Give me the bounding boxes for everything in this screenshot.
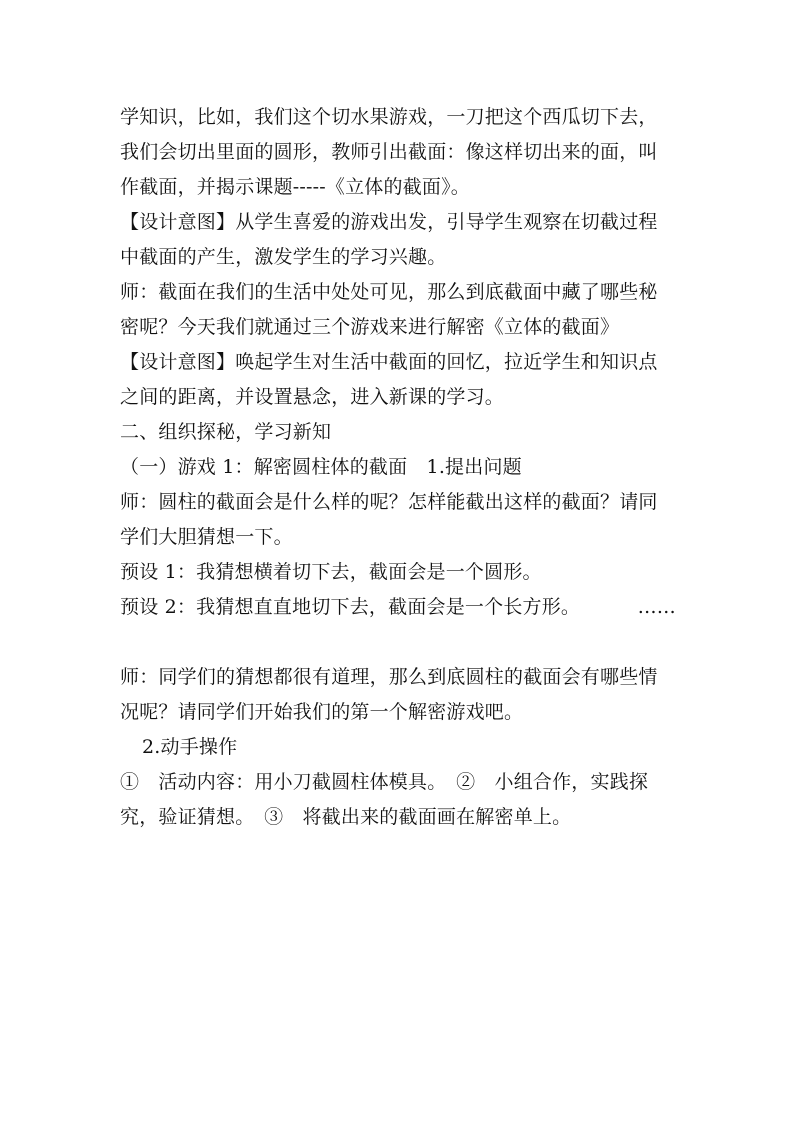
paragraph-cylinder-question: 师：圆柱的截面会是什么样的呢？怎样能截出这样的截面？请同学们大胆猜想一下。 [120, 491, 658, 548]
paragraph-preset-1: 预设 1：我猜想横着切下去，截面会是一个圆形。 [120, 561, 542, 583]
paragraph-activity-steps: ① 活动内容：用小刀截圆柱体模具。 ② 小组合作，实践探究，验证猜想。 ③ 将截出来的截面画在解密单上。 [120, 771, 649, 828]
paragraph-intro: 学知识，比如，我们这个切水果游戏，一刀把这个西瓜切下去，我们会切出里面的圆形，教师引出截面：像这样切出来的面，叫作截面，并揭示课题-----《立体的截面》。 [120, 106, 658, 198]
paragraph-preset-2: 预设 2：我猜想直直地切下去，截面会是一个长方形。 [120, 596, 581, 618]
ellipsis-text: …… [637, 596, 676, 618]
step-heading-hands-on: 2.动手操作 [142, 736, 238, 758]
paragraph-design-intent-2: 【设计意图】唤起学生对生活中截面的回忆，拉近学生和知识点之间的距离，并设置悬念，进入新课的学习。 [120, 351, 658, 408]
paragraph-design-intent-1: 【设计意图】从学生喜爱的游戏出发，引导学生观察在切截过程中截面的产生，激发学生的学习兴趣。 [120, 211, 658, 268]
blank-line [120, 625, 676, 660]
paragraph-teacher-transition: 师：同学们的猜想都很有道理，那么到底圆柱的截面会有哪些情况呢？请同学们开始我们的第一个解密游戏吧。 [120, 666, 658, 723]
document-body [120, 100, 676, 835]
paragraph-teacher-question: 师：截面在我们的生活中处处可见，那么到底截面中藏了哪些秘密呢？今天我们就通过三个游戏来进行解密《立体的截面》 [120, 281, 658, 338]
paragraph-preset-2-row [120, 590, 676, 625]
section-heading: 二、组织探秘，学习新知 [120, 421, 332, 443]
subsection-heading: （一）游戏 1：解密圆柱体的截面 1.提出问题 [120, 456, 522, 478]
